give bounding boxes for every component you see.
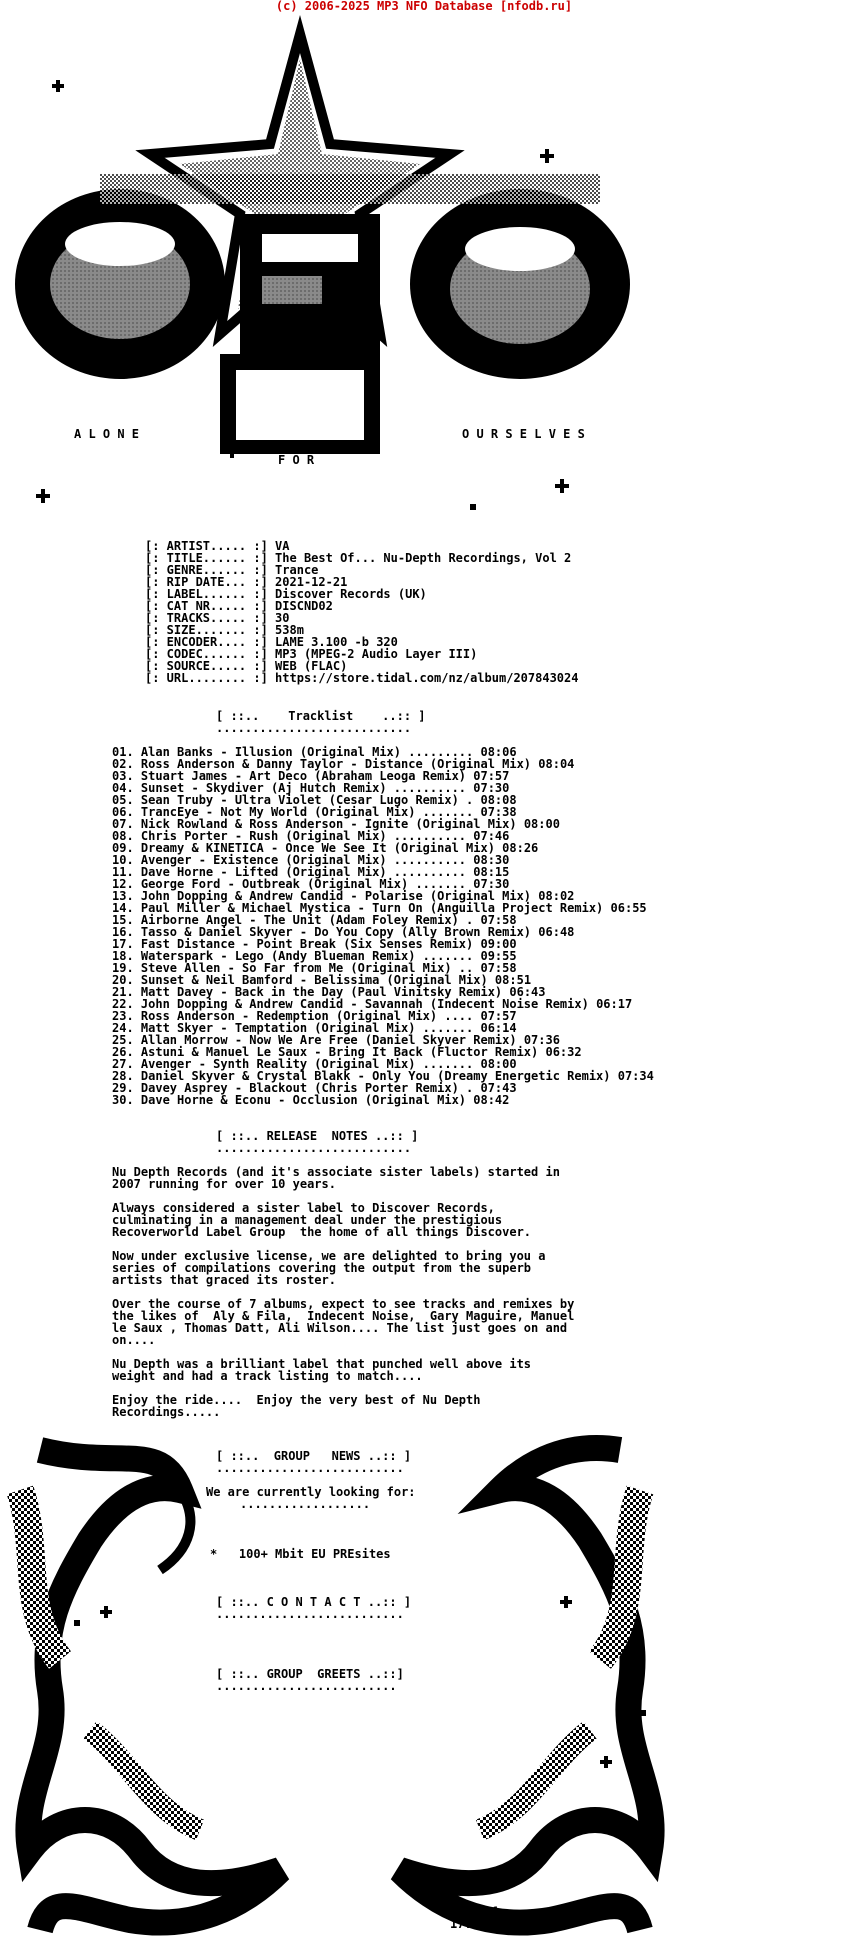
looking-for-rule: .................. [240,1497,371,1511]
track-title: Ross Anderson - Redemption (Original Mix) .... [140,1009,481,1023]
track-title: Astuni & Manuel Le Saux - Bring It Back (Fluctor Remix) [140,1045,546,1059]
track-title: Stuart James - Art Deco (Abraham Leoga Remix) [140,769,474,783]
track-duration: 07:46 [473,829,510,843]
track-duration: 06:43 [509,985,546,999]
info-key: [: ENCODER.... :] [145,635,276,649]
track-title: Paul Miller & Michael Mystica - Turn On (Anguilla Project Remix) [140,901,611,915]
track-duration: 08:51 [494,973,532,987]
track-duration: 07:30 [473,781,510,795]
info-key: [: CAT NR..... :] [145,599,276,613]
track-duration: 07:57 [480,1009,517,1023]
track-number: 07. [112,817,141,831]
track-number: 18. [112,949,141,963]
track-title: Daniel Skyver & Crystal Blakk - Only You (Dreamy Energetic Remix) [140,1069,618,1083]
track-duration: 07:38 [480,805,517,819]
track-number: 23. [112,1009,141,1023]
track-duration: 07:57 [473,769,510,783]
track-number: 21. [112,985,141,999]
track-number: 04. [112,781,141,795]
track-number: 16. [112,925,141,939]
track-title: Avenger - Existence (Original Mix) .......... [140,853,474,867]
info-key: [: URL........ :] [145,671,276,685]
track-title: Sunset & Neil Bamford - Belissima (Original Mix) [140,973,495,987]
track-number: 09. [112,841,141,855]
track-number: 17. [112,937,141,951]
track-number: 24. [112,1021,141,1035]
track-duration: 08:00 [480,1057,517,1071]
info-key: [: ARTIST..... :] [145,539,276,553]
track-duration: 07:43 [480,1081,517,1095]
track-number: 19. [112,961,141,975]
track-duration: 06:14 [480,1021,517,1035]
track-number: 11. [112,865,141,879]
track-number: 10. [112,853,141,867]
tracklist-header: [ ::.. Tracklist ..:: ] [216,709,426,723]
track-number: 13. [112,889,141,903]
group-news-header: [ ::.. GROUP NEWS ..:: ] [216,1449,412,1463]
info-key: [: CODEC...... :] [145,647,276,661]
track-title: Allan Morrow - Now We Are Free (Daniel Skyver Remix) [140,1033,524,1047]
track-number: 22. [112,997,141,1011]
track-number: 27. [112,1057,141,1071]
ascii-artist: ascii.afo [440,1905,506,1919]
tracklist [112,746,654,1106]
track-number: 08. [112,829,141,843]
track-title: John Dopping & Andrew Candid - Polarise (Original Mix) [140,889,539,903]
logo-word-left: A L O N E [74,427,140,441]
track-title: Sean Truby - Ultra Violet (Cesar Lugo Remix) . [140,793,481,807]
track-title: Avenger - Synth Reality (Original Mix) ....... [140,1057,481,1071]
ascii-date: 17.02.04 [450,1917,508,1931]
track-title: Sunset - Skydiver (Aj Hutch Remix) .......... [140,781,474,795]
contact-header: [ ::.. C O N T A C T ..:: ] [216,1595,412,1609]
release-notes-header: [ ::.. RELEASE NOTES ..:: ] [216,1129,419,1143]
info-key: [: TITLE...... :] [145,551,276,565]
track-title: Nick Rowland & Ross Anderson - Ignite (Original Mix) [140,817,524,831]
track-duration: 09:00 [480,937,517,951]
release-notes [112,1166,574,1418]
release-note-paragraph: Over the course of 7 albums, expect to see tracks and remixes by the likes of Aly & Fila, Indecent Noise, Gary Maguire, Manuel le Saux , Thomas Datt, Ali Wilson.... The list just goes on and on.... [112,1297,575,1347]
side-art [0,1430,848,1944]
track-duration: 09:55 [480,949,517,963]
info-value: Trance [275,563,319,577]
track-title: Dreamy & KINETICA - Once We See It (Original Mix) [140,841,503,855]
track-duration: 08:15 [473,865,510,879]
looking-for-text: We are currently looking for: [206,1485,416,1499]
track-duration: 08:30 [473,853,510,867]
track-duration: 06:55 [610,901,647,915]
track-title: Davey Asprey - Blackout (Chris Porter Remix) . [140,1081,481,1095]
track-duration: 08:42 [473,1093,510,1107]
track-duration: 08:04 [538,757,575,771]
track-number: 06. [112,805,141,819]
news-item: * 100+ Mbit EU PREsites [210,1547,391,1561]
info-block [145,540,578,684]
info-value[interactable]: https://store.tidal.com/nz/album/207843024 [275,671,579,685]
info-key: [: RIP DATE... :] [145,575,276,589]
right-vine-art [400,1448,652,1930]
track-duration: 08:26 [502,841,539,855]
greets-rule: ......................... [216,1679,397,1693]
track-title: Tasso & Daniel Skyver - Do You Copy (Ally Brown Remix) [140,925,539,939]
track-number: 26. [112,1045,141,1059]
track-duration: 06:17 [596,997,633,1011]
track-title: George Ford - Outbreak (Original Mix) ....... [140,877,474,891]
track-number: 15. [112,913,141,927]
track-duration: 07:58 [480,961,517,975]
track-number: 28. [112,1069,141,1083]
track-title: Chris Porter - Rush (Original Mix) .......... [140,829,474,843]
logo-word-mid: F O R [278,453,315,467]
track-duration: 07:30 [473,877,510,891]
track-number: 29. [112,1081,141,1095]
track-duration: 06:32 [545,1045,582,1059]
info-value: LAME 3.100 -b 320 [275,635,398,649]
track-duration: 08:00 [523,817,560,831]
release-note-paragraph: Always considered a sister label to Discover Records, culminating in a management deal under the prestigious Recoverworld Label Group the home of all things Discover. [112,1201,532,1239]
track-number: 01. [112,745,141,759]
track-duration: 06:48 [538,925,575,939]
info-value: WEB (FLAC) [275,659,348,673]
release-notes-rule: ........................... [216,1141,412,1155]
track-title: Dave Horne - Lifted (Original Mix) .......... [140,865,474,879]
track-duration: 07:58 [480,913,517,927]
track-number: 05. [112,793,141,807]
info-value: DISCND02 [275,599,333,613]
info-value: 2021-12-21 [275,575,348,589]
track-row [112,1094,654,1106]
track-title: Alan Banks - Illusion (Original Mix) ......... [140,745,481,759]
track-number: 02. [112,757,141,771]
logo-word-right: O U R S E L V E S [462,427,585,441]
info-value: The Best Of... Nu-Depth Recordings, Vol 2 [275,551,572,565]
info-key: [: LABEL...... :] [145,587,276,601]
track-duration: 07:34 [617,1069,654,1083]
track-number: 03. [112,769,141,783]
track-number: 12. [112,877,141,891]
site-credit: (c) 2006-2025 MP3 NFO Database [nfodb.ru] [275,0,573,13]
info-value: 538m [275,623,304,637]
track-duration: 08:02 [538,889,575,903]
track-number: 25. [112,1033,141,1047]
greets-header: [ ::.. GROUP GREETS ..::] [216,1667,404,1681]
track-duration: 07:36 [523,1033,560,1047]
info-key: [: GENRE...... :] [145,563,276,577]
tracklist-rule: ........................... [216,721,412,735]
track-title: Dave Horne & Econu - Occlusion (Original Mix) [140,1093,474,1107]
track-title: Fast Distance - Point Break (Six Senses Remix) [140,937,481,951]
info-value: Discover Records (UK) [275,587,427,601]
track-title: Ross Anderson & Danny Taylor - Distance (Original Mix) [140,757,539,771]
group-news-rule: .......................... [216,1461,404,1475]
info-value: VA [275,539,290,553]
track-title: TrancEye - Not My World (Original Mix) ....... [140,805,481,819]
track-number: 20. [112,973,141,987]
release-note-paragraph: Nu Depth was a brilliant label that punched well above its weight and had a track listing to match.... [112,1357,532,1383]
info-row [145,672,578,684]
contact-rule: .......................... [216,1607,404,1621]
track-title: Waterspark - Lego (Andy Blueman Remix) ....... [140,949,481,963]
release-note-paragraph: Nu Depth Records (and it's associate sister labels) started in 2007 running for over 10 years. [112,1165,560,1191]
info-value: MP3 (MPEG-2 Audio Layer III) [275,647,478,661]
info-value: 30 [275,611,290,625]
info-key: [: TRACKS..... :] [145,611,276,625]
release-note-paragraph: Now under exclusive license, we are delighted to bring you a series of compilations covering the output from the superb artists that graced its roster. [112,1249,546,1287]
track-duration: 08:08 [480,793,517,807]
info-key: [: SIZE....... :] [145,623,276,637]
track-title: Steve Allen - So Far from Me (Original Mix) .. [140,961,481,975]
track-number: 30. [112,1093,141,1107]
track-title: Airborne Angel - The Unit (Adam Foley Remix) . [140,913,481,927]
track-number: 14. [112,901,141,915]
track-title: Matt Davey - Back in the Day (Paul Vinitsky Remix) [140,985,510,999]
track-title: Matt Skyer - Temptation (Original Mix) ....... [140,1021,481,1035]
track-duration: 08:06 [480,745,517,759]
info-key: [: SOURCE..... :] [145,659,276,673]
release-note-paragraph: Enjoy the ride.... Enjoy the very best of Nu Depth Recordings..... [112,1393,481,1419]
track-title: John Dopping & Andrew Candid - Savannah (Indecent Noise Remix) [140,997,597,1011]
